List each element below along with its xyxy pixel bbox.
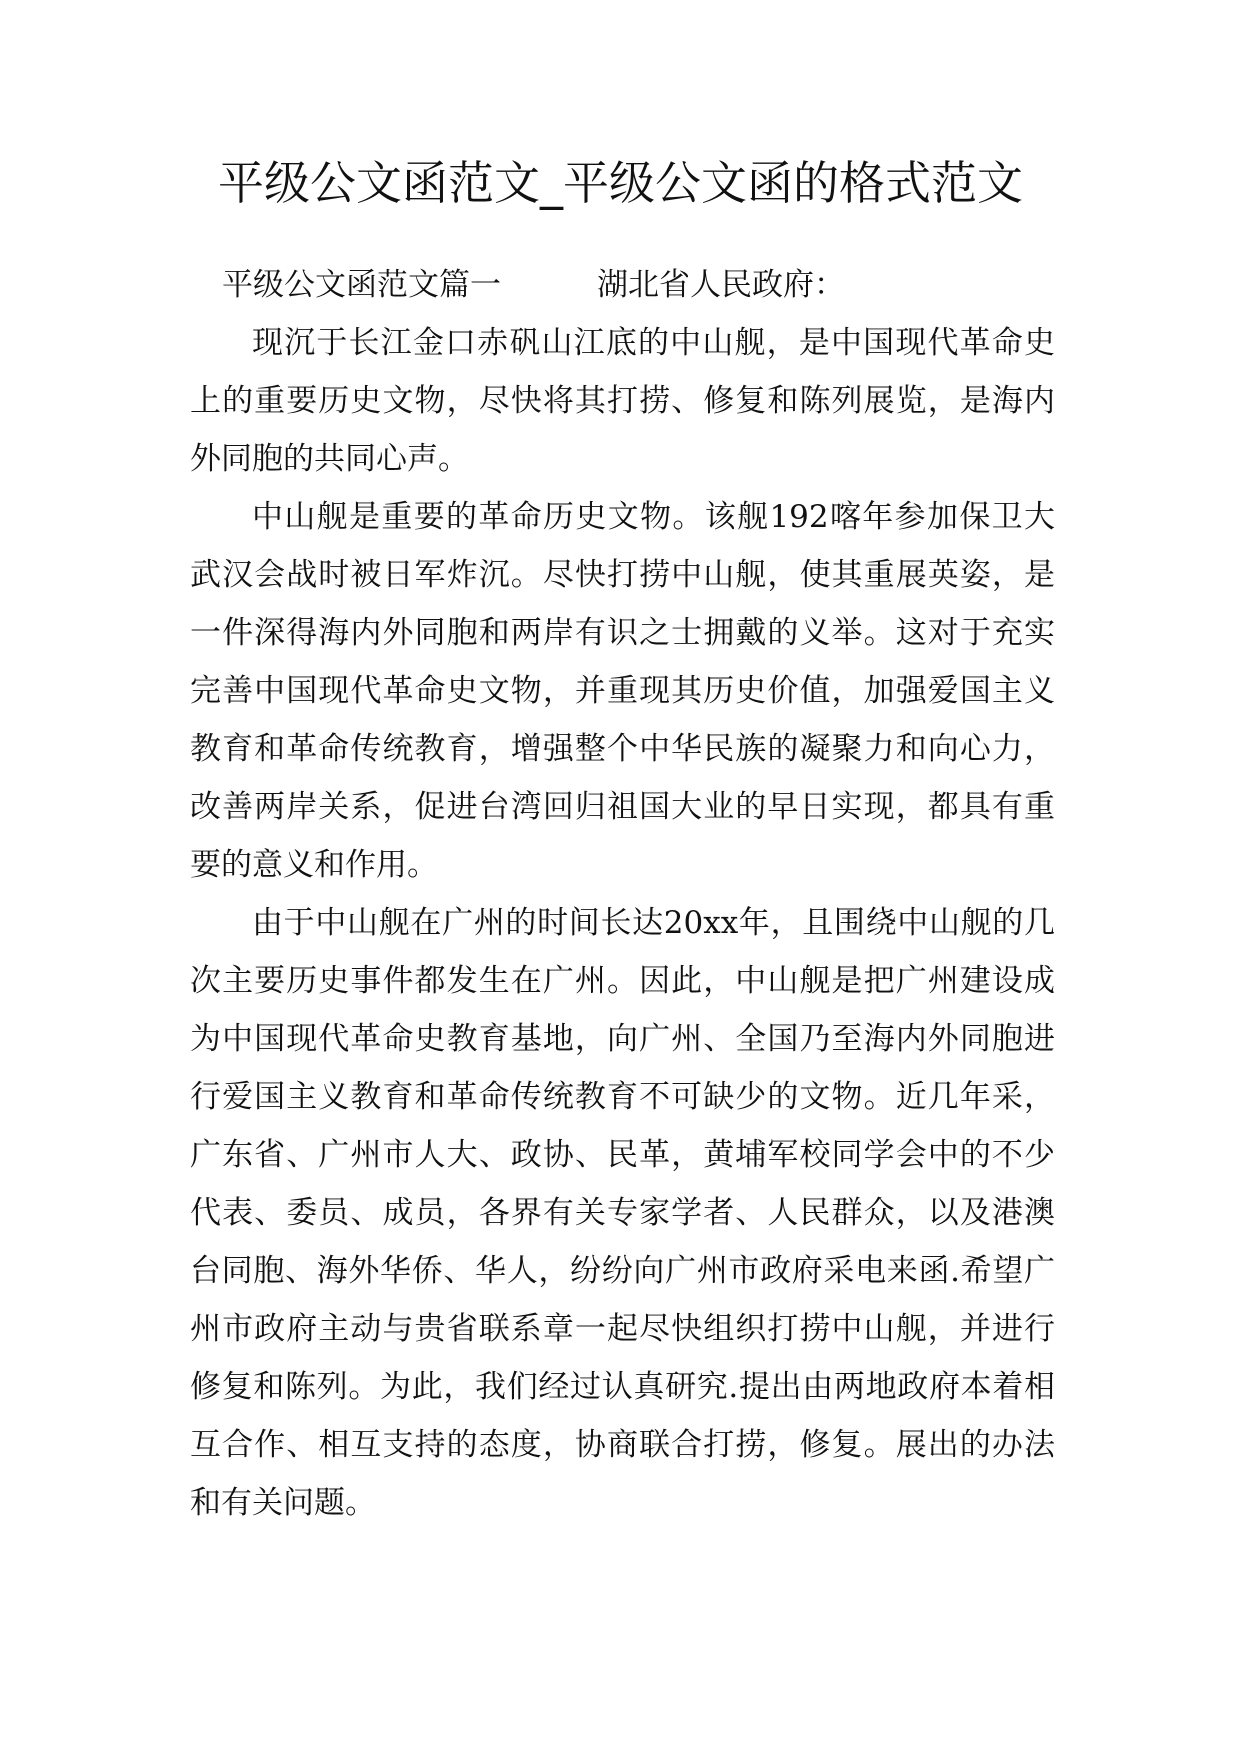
paragraph-1: 现沉于长江金口赤矾山江底的中山舰，是中国现代革命史上的重要历史文物，尽快将其打捞、修复和陈列展览，是海内外同胞的共同心声。 bbox=[190, 325, 1055, 477]
section-heading: 平级公文函范文篇一 bbox=[222, 267, 501, 303]
document-title: 平级公文函范文_平级公文函的格式范文 bbox=[218, 156, 1023, 210]
addressee: 湖北省人民政府： bbox=[597, 267, 845, 303]
paragraph-2: 中山舰是重要的革命历史文物。该舰192喀年参加保卫大武汉会战时被日军炸沉。尽快打捞中山舰，使其重展英姿，是一件深得海内外同胞和两岸有识之士拥戴的义举。这对于充实完善中国现代革命史文物，并重现其历史价值，加强爱国主义教育和革命传统教育，增强整个中华民族的凝聚力和向心力，改善两岸关系，促进台湾回归祖国大业的早日实现，都具有重要的意义和作用。 bbox=[190, 499, 1055, 883]
opening-line bbox=[190, 256, 1055, 314]
paragraph-3: 由于中山舰在广州的时间长达20xx年，且围绕中山舰的几次主要历史事件都发生在广州。因此，中山舰是把广州建设成为中国现代革命史教育基地，向广州、全国乃至海内外同胞进行爱国主义教育和革命传统教育不可缺少的文物。近几年采，广东省、广州市人大、政协、民革，黄埔军校同学会中的不少代表、委员、成员，各界有关专家学者、人民群众，以及港澳台同胞、海外华侨、华人，纷纷向广州市政府采电来函.希望广州市政府主动与贵省联系章一起尽快组织打捞中山舰，并进行修复和陈列。为此，我们经过认真研究.提出由两地政府本着相互合作、相互支持的态度，协商联合打捞，修复。展出的办法和有关问题。 bbox=[190, 905, 1055, 1521]
document-body bbox=[190, 256, 1055, 1532]
